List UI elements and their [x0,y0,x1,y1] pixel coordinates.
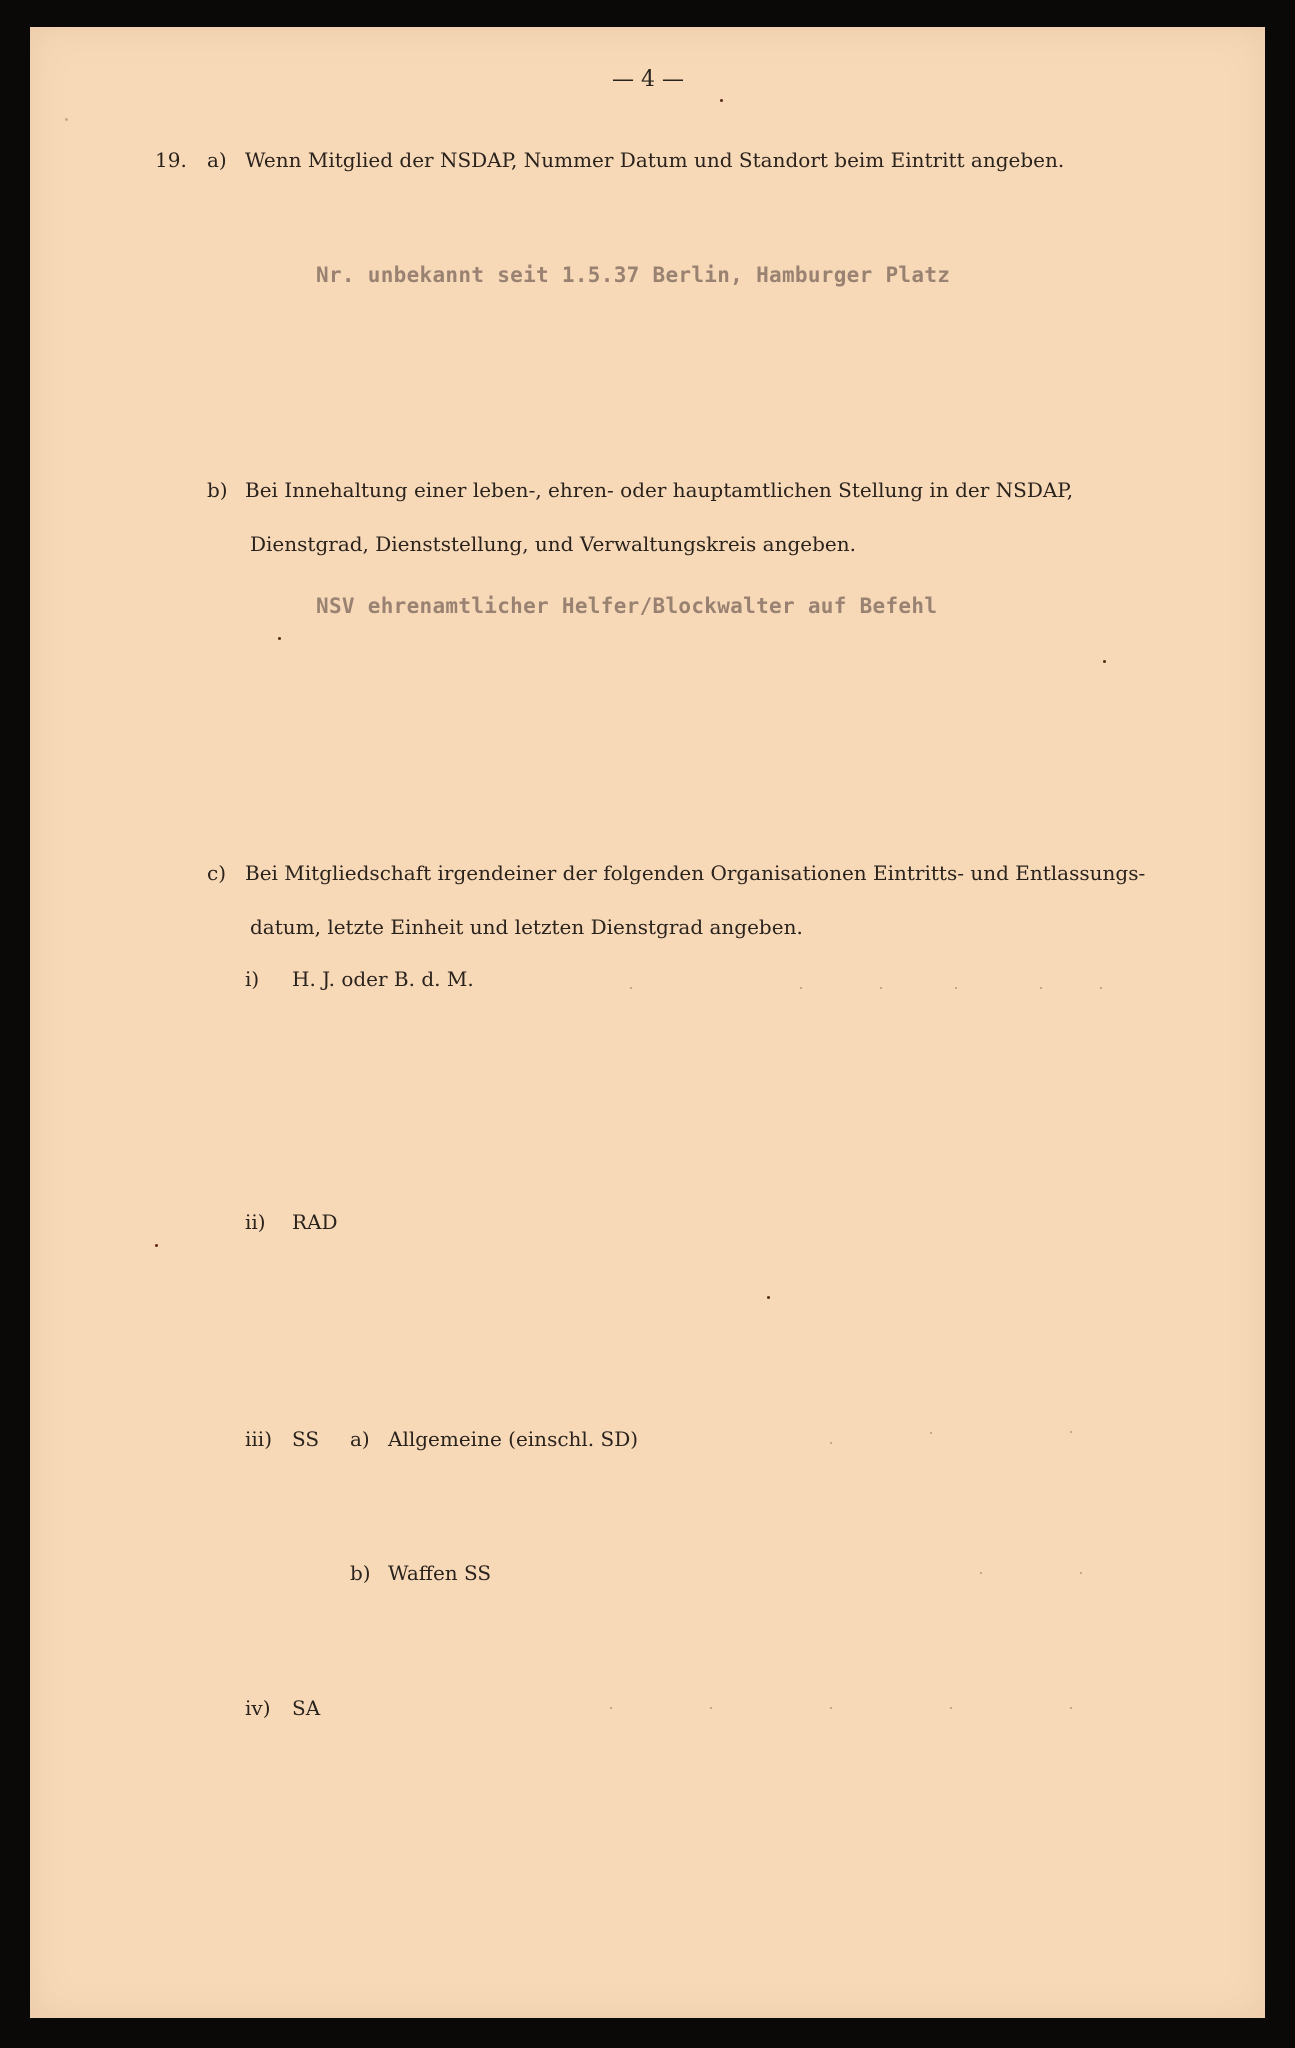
scan-speck [65,118,68,121]
q19c-marker: c) [207,861,227,885]
q19b-typed-answer: NSV ehrenamtlicher Helfer/Blockwalter auf Befehl [316,594,938,618]
q19a-marker: a) [207,148,227,172]
q19c-question-line2: datum, letzte Einheit und letzten Dienstgrad angeben. [250,915,803,939]
item-hj-bdm: H. J. oder B. d. M. [292,967,474,991]
paper-speck [950,1707,952,1709]
q19b-marker: b) [207,478,228,502]
paper-speck [720,99,723,102]
scan-speck [155,1244,158,1247]
paper-speck [710,1707,712,1709]
paper-speck [1103,660,1106,663]
item-marker: iii) [245,1427,272,1451]
paper-speck [830,1707,832,1709]
question-number: 19. [155,148,187,172]
paper-speck [1100,987,1102,989]
ss-waffen: Waffen SS [388,1561,492,1585]
paper-speck [1040,987,1042,989]
paper-speck [610,1707,612,1709]
q19b-question-line2: Dienstgrad, Dienststellung, und Verwaltungskreis angeben. [250,532,856,556]
paper-speck [767,1296,770,1299]
item-marker: ii) [245,1210,266,1234]
item-ss: SS [292,1427,320,1451]
q19a-question: Wenn Mitglied der NSDAP, Nummer Datum und Standort beim Eintritt angeben. [245,148,1065,172]
paper-speck [830,1442,832,1444]
paper-speck [930,1432,932,1434]
paper-speck [630,987,632,989]
paper-speck [278,637,281,640]
document-page [30,27,1265,2018]
paper-speck [880,987,882,989]
item-sa: SA [292,1696,321,1720]
ss-sub-marker: b) [350,1561,371,1585]
q19c-question-line1: Bei Mitgliedschaft irgendeiner der folgenden Organisationen Eintritts- und Entlassungs- [245,861,1146,885]
item-marker: iv) [245,1696,271,1720]
paper-speck [1070,1707,1072,1709]
paper-speck [955,987,957,989]
paper-speck [980,1572,982,1574]
q19b-question-line1: Bei Innehaltung einer leben-, ehren- oder hauptamtlichen Stellung in der NSDAP, [245,478,1074,502]
paper-speck [1080,1572,1082,1574]
item-rad: RAD [292,1210,338,1234]
page-number: — 4 — [612,67,684,92]
paper-speck [800,987,802,989]
q19a-typed-answer: Nr. unbekannt seit 1.5.37 Berlin, Hamburger Platz [316,263,951,287]
ss-allgemeine: Allgemeine (einschl. SD) [388,1427,639,1451]
ss-sub-marker: a) [350,1427,370,1451]
paper-speck [1070,1431,1072,1433]
item-marker: i) [245,967,260,991]
